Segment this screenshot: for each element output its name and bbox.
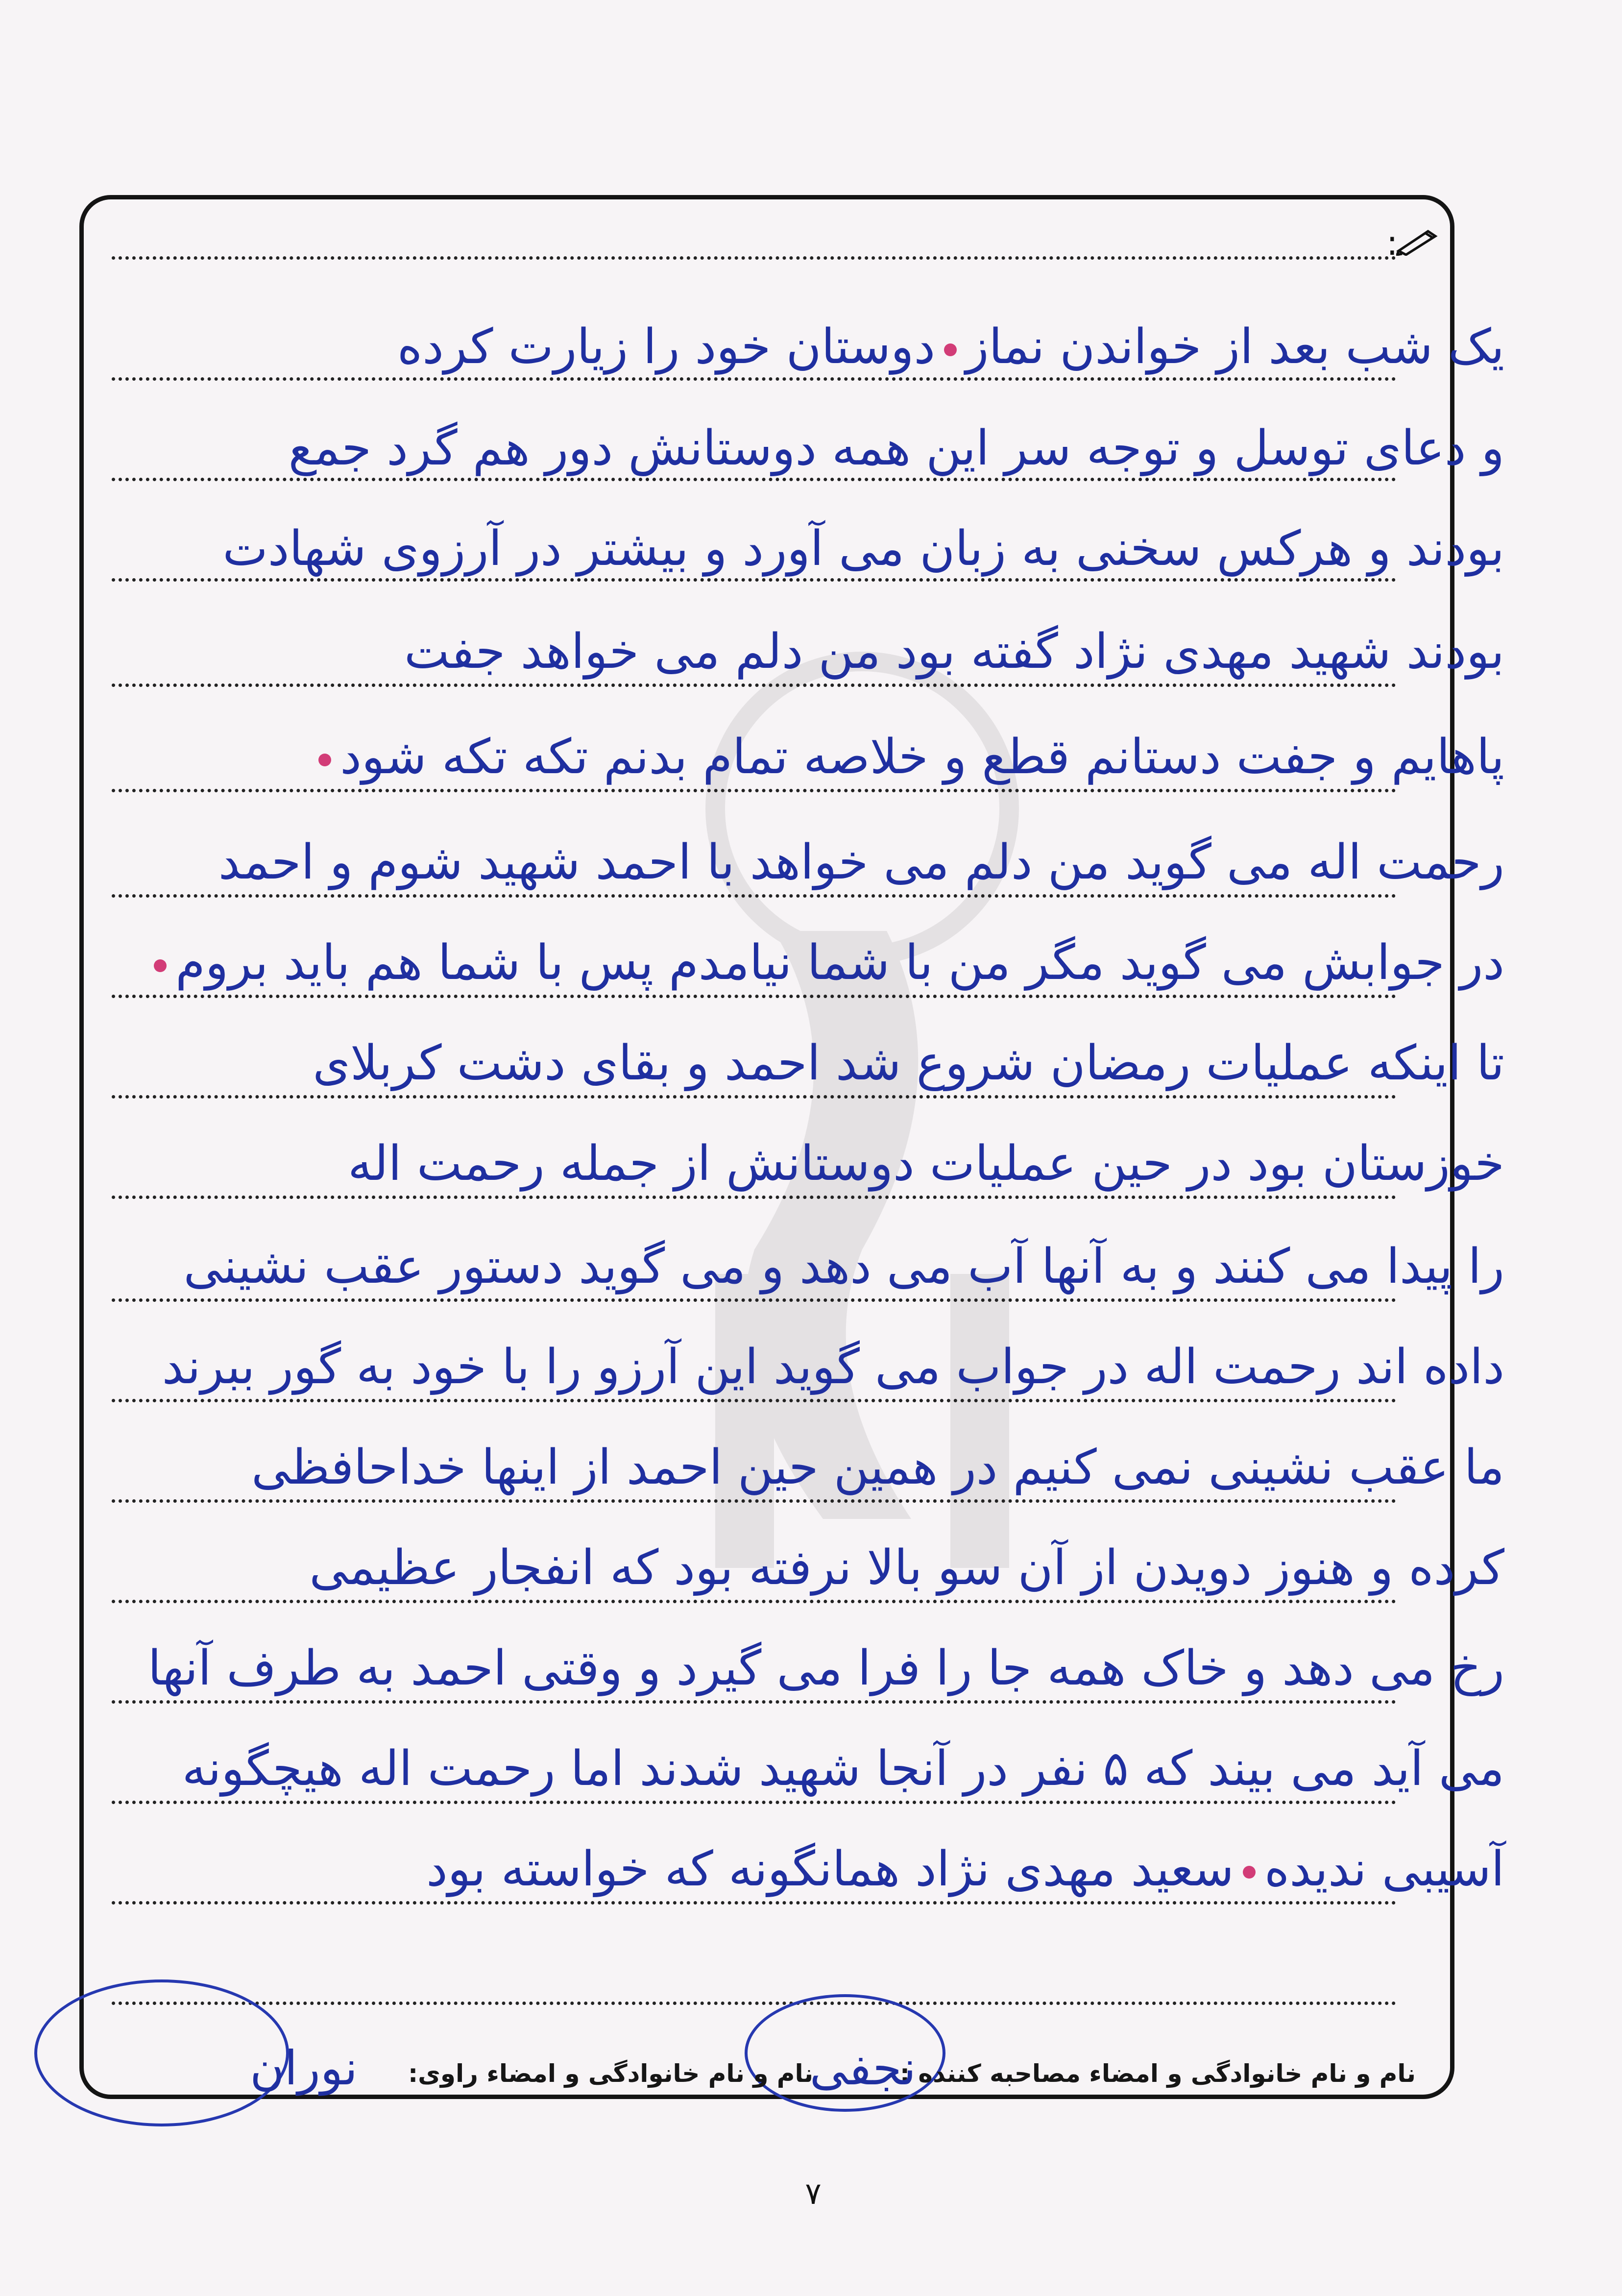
handwritten-line-9: تا اینکه عملیات رمضان شروع شد احمد و بقای دشت کربلای: [313, 1035, 1504, 1091]
line-2-part-b: یک شب بعد از خواندن نماز: [966, 319, 1504, 375]
handwritten-line-5: بودند شهید مهدی نژاد گفته بود من دلم می خواهد جفت: [404, 624, 1504, 680]
handwritten-line-6: [201, 728, 1504, 791]
handwritten-line-7: رحمت اله می گوید من دلم می خواهد با احمد شهید شوم و احمد: [218, 834, 1504, 890]
page-number: ۷: [805, 2175, 822, 2211]
handwritten-line-2: [201, 318, 1504, 381]
marker-dot: [154, 959, 167, 972]
handwritten-line-10: خوزستان بود در حین عملیات دوستانش از جمله رحمت اله: [348, 1136, 1504, 1192]
handwritten-line-8: [175, 933, 1504, 997]
line-17-part-a: آسیبی ندیده: [1264, 1841, 1504, 1897]
line-8-text: در جوابش می گوید مگر من با شما نیامدم پس با شما هم باید بروم: [175, 935, 1504, 991]
signature-row: [113, 2041, 1426, 2104]
handwritten-line-4: بودند و هرکس سخنی به زبان می آورد و بیشتر در آرزوی شهادت: [222, 521, 1504, 577]
line-2-part-a: دوستان خود را زیارت کرده: [397, 319, 936, 375]
handwritten-line-14: کرده و هنوز دویدن از آن سو بالا نرفته بود که انفجار عظیمی: [309, 1540, 1504, 1596]
narrator-signature: نوران: [250, 2041, 358, 2096]
line-6-text: پاهایم و جفت دستانم قطع و خلاصه تمام بدنم تکه تکه شود: [340, 729, 1504, 785]
handwritten-line-15: رخ می دهد و خاک همه جا را فرا می گیرد و وقتی احمد به طرف آنها: [147, 1640, 1504, 1696]
handwritten-line-11: را پیدا می کنند و به آنها آب می دهد و می گوید دستور عقب نشینی: [183, 1239, 1504, 1295]
header-colon: :: [1386, 223, 1398, 263]
marker-dot: [944, 343, 957, 356]
ruled-line-1: [112, 256, 1396, 260]
marker-dot: [1243, 1866, 1256, 1879]
handwritten-line-3: و دعای توسل و توجه سر این همه دوستانش دور هم گرد جمع: [288, 420, 1504, 476]
marker-dot: [318, 754, 331, 766]
interviewer-label: نام و نام خانوادگی و امضاء مصاحبه کننده :: [900, 2059, 1416, 2088]
handwritten-line-1: [201, 186, 1504, 250]
handwritten-line-17: [201, 1840, 1504, 1904]
narrator-label: نام و نام خانوادگی و امضاء راوی:: [408, 2059, 813, 2088]
handwritten-line-16: می آید می بیند که ۵ نفر در آنجا شهید شدند اما رحمت اله هیچگونه: [182, 1741, 1504, 1797]
handwritten-line-12: داده اند رحمت اله در جواب می گوید این آرزو را با خود به گور ببرند: [162, 1339, 1504, 1395]
handwritten-line-13: ما عقب نشینی نمی کنیم در همین حین احمد از اینها خداحافظی: [251, 1440, 1504, 1495]
interviewer-signature: نجفی: [809, 2041, 916, 2096]
line-17-part-b: سعید مهدی نژاد همانگونه که خواسته بود: [426, 1841, 1234, 1897]
